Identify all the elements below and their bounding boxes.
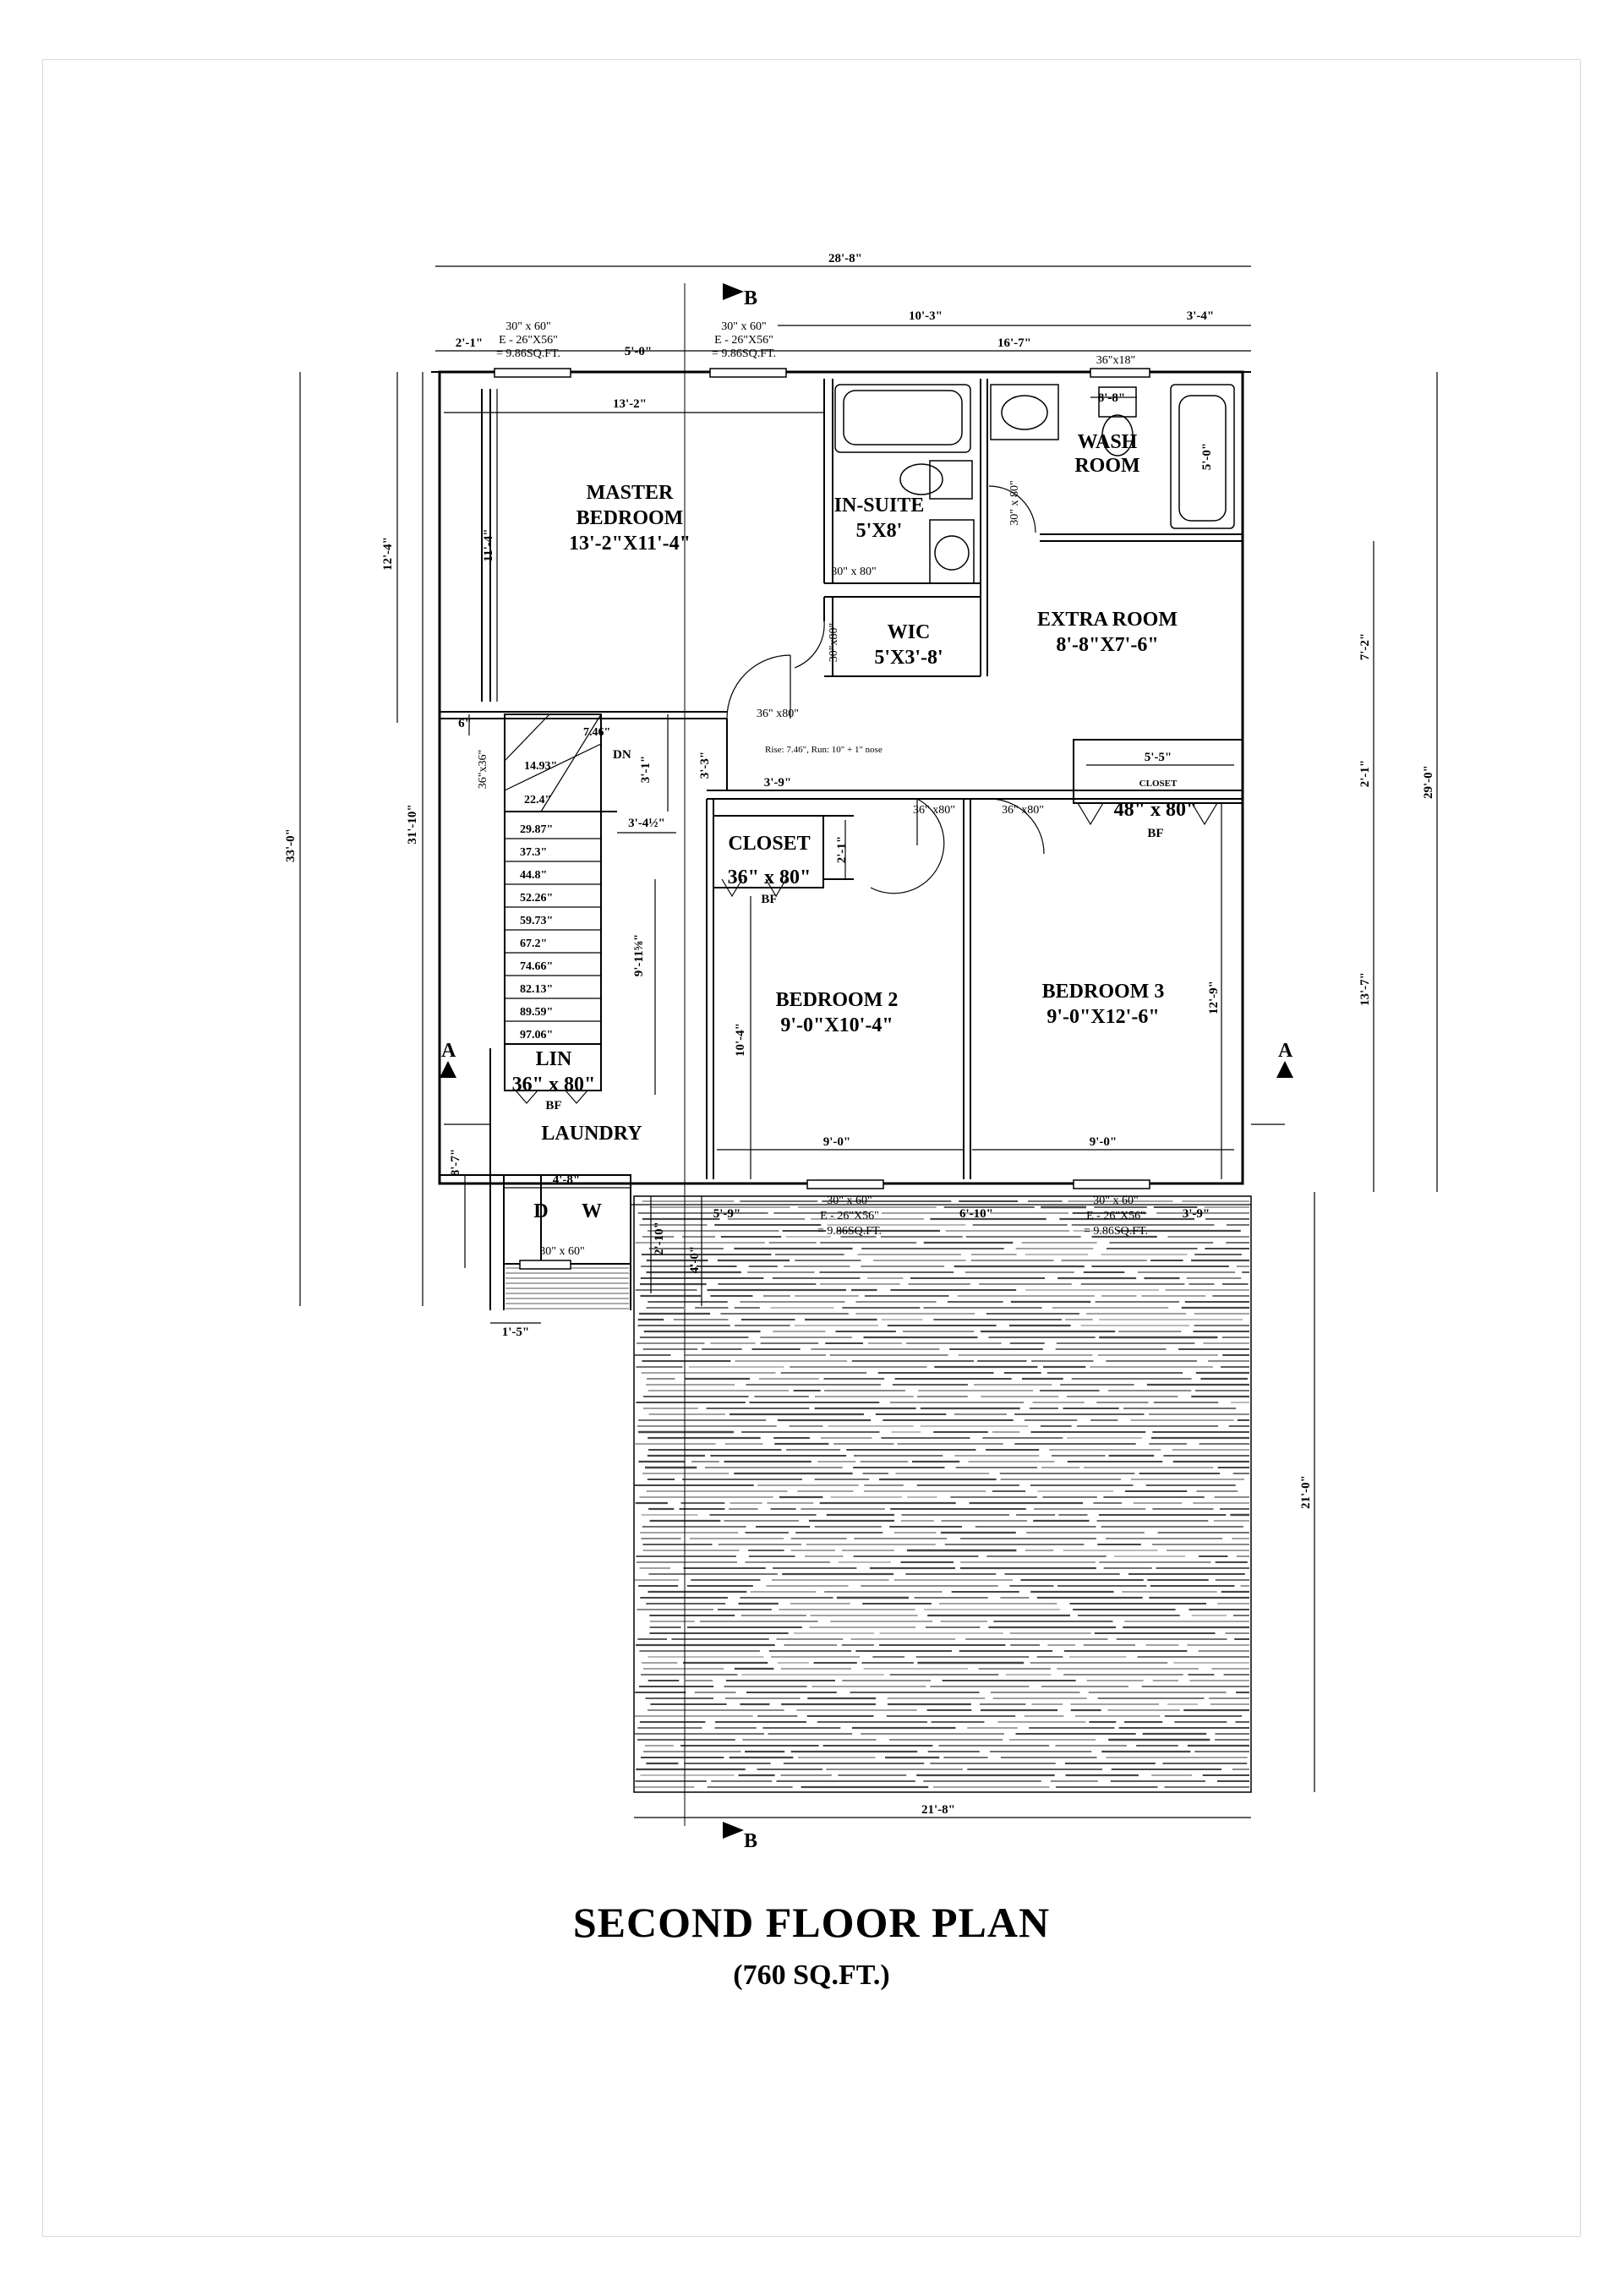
dim-wash-8-8: 8'-8": [1097, 391, 1126, 405]
stair-tread-label: 59.73": [520, 915, 554, 927]
window-bottom-left: [807, 1180, 883, 1189]
wash-label-2: ROOM: [1074, 455, 1140, 477]
stair-side-size: 36"x36": [477, 749, 489, 790]
wic-door-swing: [795, 621, 824, 668]
extra-size: 8'-8"X7'-6": [1056, 634, 1159, 656]
window-laundry-size: 30" x 60": [539, 1245, 585, 1258]
wic-label: WIC: [887, 621, 931, 643]
stair-tread-label: 67.2": [520, 938, 548, 950]
dim-right-2-1: 2'-1": [1358, 759, 1372, 788]
dim-laundry-4-8: 4'-8": [552, 1173, 581, 1187]
extra-label: EXTRA ROOM: [1036, 609, 1178, 631]
stair-tread-label: 82.13": [520, 983, 554, 996]
laundry-label: LAUNDRY: [541, 1123, 642, 1145]
section-b-bottom: B: [744, 1830, 758, 1852]
door-master-size: 36" x80": [757, 708, 799, 720]
dim-deck-6-10: 6'-10": [959, 1207, 993, 1221]
dim-right-29-0: 29'-0": [1422, 765, 1435, 799]
dim-hall-3-9: 3'-9": [763, 776, 792, 790]
dim-overall-top: 28'-8": [828, 252, 862, 265]
dim-left-11-4: 11'-4": [482, 528, 495, 562]
window-bottom-right-size: 30" x 60": [1093, 1194, 1139, 1207]
stair-tread-label: 52.26": [520, 892, 554, 905]
window-bottom-right-egress: E - 26"X56": [1086, 1210, 1145, 1222]
door-closet-bed2-size: 36" x 80": [727, 866, 812, 888]
dim-bed2-9-0: 9'-0": [822, 1135, 851, 1149]
dim-bed3-12-9: 12'-9": [1207, 981, 1221, 1014]
plan-title: SECOND FLOOR PLAN: [572, 1899, 1051, 1946]
closet-bed2-bf: BF: [761, 893, 778, 906]
window-top-mid-size: 30" x 60": [721, 320, 767, 333]
insuite-label: IN-SUITE: [833, 495, 925, 517]
window-top-left: [495, 369, 571, 377]
dim-hall-3-1: 3'-1": [639, 755, 653, 784]
stair-tread-label: 7.46": [583, 726, 611, 739]
dim-laundry-2-10: 2'-10": [653, 1222, 666, 1255]
dim-stair-9-11: 9'-11⅝": [632, 933, 646, 977]
insuite-bathtub: [835, 385, 970, 452]
insuite-bathtub-basin: [844, 391, 962, 445]
window-top-right: [1090, 369, 1150, 377]
dim-top-3-4: 3'-4": [1186, 309, 1215, 323]
insuite-toilet-tank: [930, 461, 972, 499]
bathroom-fixtures: [835, 385, 1234, 583]
dim-laundry-1-5: 1'-5": [501, 1326, 530, 1339]
stair-tread-label: 22.4": [524, 794, 552, 806]
window-top-right-size: 36"x18": [1096, 354, 1136, 367]
door-lin-size: 36" x 80": [511, 1074, 596, 1096]
lin-label: LIN: [535, 1048, 572, 1070]
stair-note: Rise: 7.46", Run: 10" + 1" nose: [765, 745, 883, 755]
deck-area: [505, 1196, 1251, 1792]
dim-tub-5-0: 5'-0": [1200, 442, 1214, 471]
section-b-top: B: [744, 287, 758, 309]
window-top-left-size: 30" x 60": [505, 320, 551, 333]
section-a-left: A: [441, 1040, 456, 1062]
dim-deck-5-9: 5'-9": [713, 1207, 741, 1221]
wash-vanity: [991, 385, 1058, 440]
bed3-label: BEDROOM 3: [1041, 981, 1165, 1003]
stair-tread-label: 44.8": [520, 869, 548, 882]
wash-label-1: WASH: [1077, 431, 1138, 453]
wash-sink: [1002, 396, 1047, 429]
stair-tread-label: 14.93": [524, 760, 558, 773]
insuite-toilet-bowl: [900, 464, 943, 495]
lin-bf: BF: [545, 1099, 562, 1112]
master-label-2: BEDROOM: [576, 507, 684, 529]
dim-bed2-10-4: 10'-4": [734, 1023, 747, 1057]
dim-closet-5-5: 5'-5": [1144, 751, 1172, 764]
dim-closet-2-1: 2'-1": [835, 835, 849, 864]
window-top-mid-area: = 9.86SQ.FT.: [711, 347, 777, 360]
window-bottom-right: [1074, 1180, 1150, 1189]
window-bottom-left-size: 30" x 60": [827, 1194, 872, 1207]
door-bed2-size: 36" x80": [913, 804, 955, 817]
dim-left-8-7: 8'-7": [449, 1148, 462, 1177]
window-top-left-area: = 9.86SQ.FT.: [495, 347, 561, 360]
window-bottom-left-egress: E - 26"X56": [820, 1210, 879, 1222]
dim-right-13-7: 13'-7": [1358, 972, 1372, 1006]
dim-hall-3-4-half: 3'-4½": [628, 817, 665, 830]
insuite-sink: [935, 536, 969, 570]
dim-top-16-7: 16'-7": [997, 336, 1031, 350]
stair-tread-label: 74.66": [520, 960, 554, 973]
dim-left-6: 6": [458, 717, 472, 730]
master-size: 13'-2"X11'-4": [569, 533, 691, 555]
closet-bed3-label: CLOSET: [1139, 779, 1178, 789]
stair-tread-label: 37.3": [520, 846, 548, 859]
insuite-size: 5'X8': [855, 520, 903, 542]
stair-dn-label: DN: [613, 748, 631, 762]
door-insuite-size: 30" x 80": [831, 566, 877, 578]
plan-area: (760 SQ.FT.): [733, 1960, 890, 1991]
wic-size: 5'X3'-8': [874, 647, 943, 669]
dim-deck-21-8: 21'-8": [921, 1803, 955, 1817]
dim-deck-3-9: 3'-9": [1182, 1207, 1210, 1221]
dryer-label: D: [533, 1200, 549, 1222]
closet-bed3-bifold-left: [1078, 803, 1103, 824]
closet-bed3-bf: BF: [1147, 827, 1164, 840]
door-closet-bed3-size: 48" x 80": [1113, 799, 1198, 821]
dim-left-33-0: 33'-0": [284, 828, 298, 862]
dim-top-10-3: 10'-3": [909, 309, 943, 323]
dim-right-7-2: 7'-2": [1358, 632, 1372, 661]
window-top-left-egress: E - 26"X56": [499, 334, 558, 347]
window-bottom-right-area: = 9.86SQ.FT.: [1083, 1225, 1149, 1238]
closet-bed2-label: CLOSET: [728, 833, 811, 855]
door-wic-size: 30"x80": [828, 622, 840, 663]
door-bed3-size: 36" x80": [1002, 804, 1044, 817]
dim-hall-3-3: 3'-3": [698, 751, 712, 779]
bed2-size: 9'-0"X10'-4": [780, 1014, 893, 1036]
stair-tread-label: 89.59": [520, 1006, 554, 1019]
bed2-label: BEDROOM 2: [775, 989, 899, 1011]
stair-tread-label: 97.06": [520, 1029, 554, 1041]
stair-tread-label: 29.87": [520, 823, 554, 836]
dim-right-21-0: 21'-0": [1299, 1475, 1313, 1509]
deck-outline: [634, 1196, 1251, 1792]
door-washroom-size: 30" x 80": [1008, 480, 1021, 526]
window-bottom-left-area: = 9.86SQ.FT.: [817, 1225, 883, 1238]
window-top-mid-egress: E - 26"X56": [714, 334, 773, 347]
master-label-1: MASTER: [586, 482, 674, 504]
insuite-vanity: [930, 520, 974, 583]
stair-winder-line: [505, 714, 549, 761]
dim-top-2-1: 2'-1": [455, 336, 484, 350]
dim-top-5-0: 5'-0": [624, 345, 653, 358]
section-a-right: A: [1278, 1040, 1293, 1062]
dim-left-12-4: 12'-4": [381, 537, 395, 571]
dim-bed3-9-0: 9'-0": [1089, 1135, 1118, 1149]
window-top-mid: [710, 369, 786, 377]
dim-master-width: 13'-2": [613, 397, 647, 411]
dim-left-31-10: 31'-10": [406, 804, 419, 845]
dim-laundry-4-0: 4'-0": [688, 1245, 702, 1274]
washer-label: W: [582, 1200, 602, 1222]
window-laundry: [520, 1260, 571, 1269]
bed3-size: 9'-0"X12'-6": [1046, 1006, 1160, 1028]
